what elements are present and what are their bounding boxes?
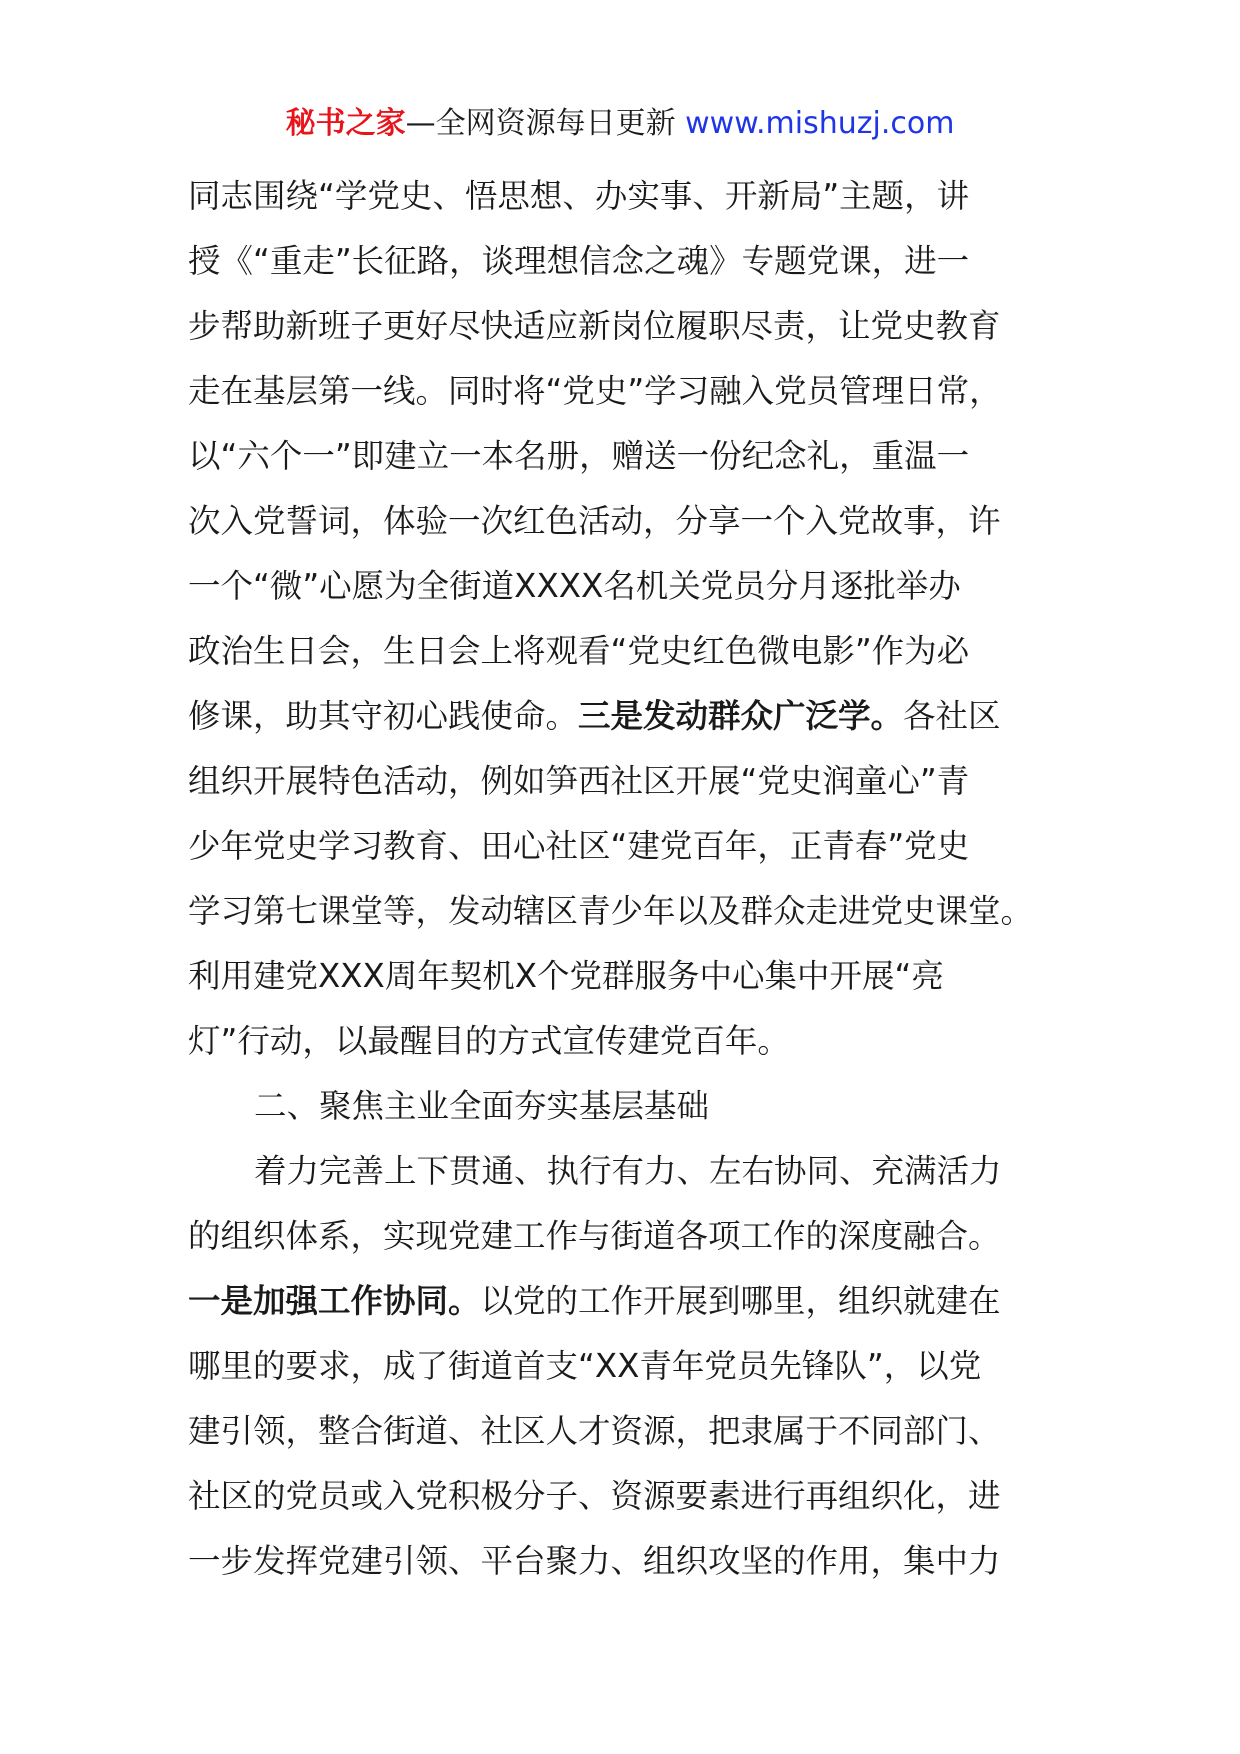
bold-heading: 一是加强工作协同。: [188, 1282, 481, 1320]
text-line: 授《“重走”长征路，谈理想信念之魂》专题党课，进一: [188, 242, 970, 280]
text-line: 一步发挥党建引领、平台聚力、组织攻坚的作用，集中力: [188, 1542, 1001, 1580]
text-line: 走在基层第一线。同时将“党史”学习融入党员管理日常，: [188, 372, 1002, 410]
section-heading: 二、聚焦主业全面夯实基层基础: [254, 1087, 710, 1125]
text-segment: 以党的工作开展到哪里，组织就建在: [480, 1282, 1001, 1320]
text-line: 政治生日会，生日会上将观看“党史红色微电影”作为必: [188, 632, 970, 670]
text-line: 一个“微”心愿为全街道XXXX名机关党员分月逐批举办: [188, 567, 961, 605]
website-url[interactable]: www.mishuzj.com: [685, 106, 955, 141]
text-line: 利用建党XXX周年契机X个党群服务中心集中开展“亮: [188, 957, 944, 995]
text-line: 灯”行动，以最醒目的方式宣传建党百年。: [188, 1022, 790, 1060]
text-line: [188, 684, 1058, 749]
text-line: [188, 1269, 1058, 1334]
text-line: 哪里的要求，成了街道首支“XX青年党员先锋队”，以党: [188, 1347, 982, 1385]
text-line: 同志围绕“学党史、悟思想、办实事、开新局”主题，讲: [188, 177, 970, 215]
text-line: 步帮助新班子更好尽快适应新岗位履职尽责，让党史教育: [188, 307, 1001, 345]
text-line: 少年党史学习教育、田心社区“建党百年，正青春”党史: [188, 827, 970, 865]
body-text: [188, 164, 1058, 1594]
text-line: 学习第七课堂等，发动辖区青少年以及群众走进党史课堂。: [188, 892, 1034, 930]
text-line: 建引领，整合街道、社区人才资源，把隶属于不同部门、: [188, 1412, 1001, 1450]
header-tagline: —全网资源每日更新: [405, 106, 676, 141]
text-line: 组织开展特色活动，例如笋西社区开展“党史润童心”青: [188, 762, 970, 800]
text-line: 的组织体系，实现党建工作与街道各项工作的深度融合。: [188, 1217, 1001, 1255]
text-segment: 修课，助其守初心践使命。: [188, 697, 579, 735]
text-line: 以“六个一”即建立一本名册，赠送一份纪念礼，重温一: [188, 437, 970, 475]
text-line: 社区的党员或入党积极分子、资源要素进行再组织化，进: [188, 1477, 1001, 1515]
text-line: 着力完善上下贯通、执行有力、左右协同、充满活力: [254, 1152, 1002, 1190]
text-line: 次入党誓词，体验一次红色活动，分享一个入党故事，许: [188, 502, 1001, 540]
watermark-header: [0, 104, 1240, 144]
bold-heading: 三是发动群众广泛学。: [578, 697, 904, 735]
brand-name: 秘书之家: [285, 106, 406, 141]
text-segment: 各社区: [903, 697, 1001, 735]
